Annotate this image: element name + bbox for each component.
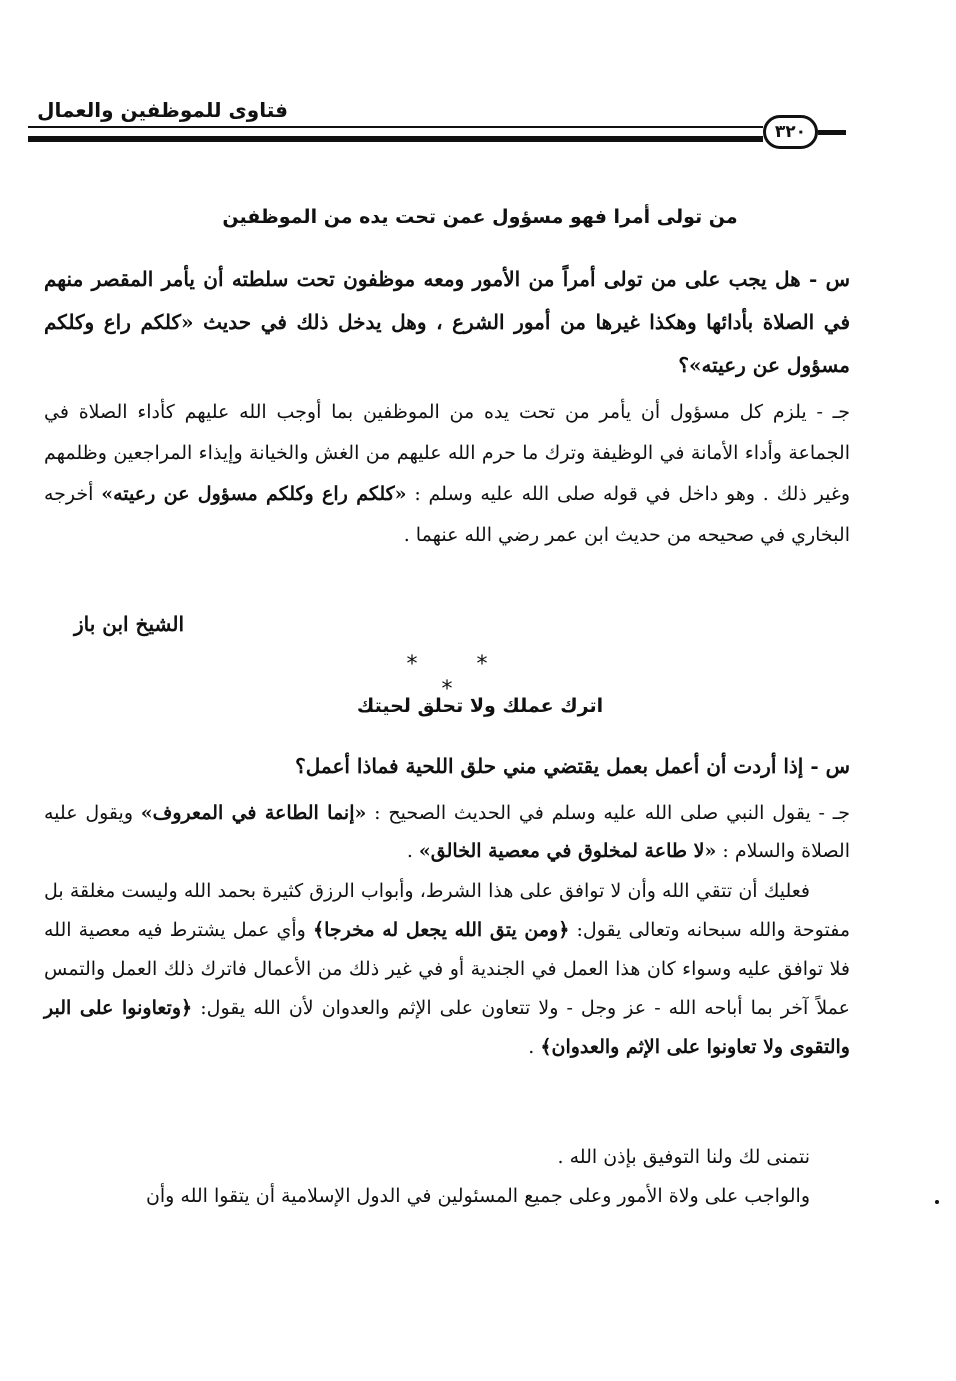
hadith-no-obedience: «لا طاعة لمخلوق في معصية الخالق» bbox=[418, 840, 717, 862]
running-title: فتاوى للموظفين والعمال bbox=[37, 98, 288, 122]
answer-2-mid: ويقول عليه الصلاة والسلام : bbox=[44, 802, 850, 862]
fatwa-author: الشيخ ابن باز bbox=[73, 612, 184, 636]
question-2-text: س - إذا أردت أن أعمل بعمل يقتضي مني حلق اللحية فماذا أعمل؟ bbox=[295, 754, 850, 778]
answer-2-intro: جـ - يقول النبي صلى الله عليه وسلم في الحديث الصحيح : bbox=[374, 802, 851, 824]
answer-1-hadith: «كلكم راع وكلكم مسؤول عن رعيته» bbox=[101, 483, 407, 505]
question-1-text: س - هل يجب على من تولى أمراً من الأمور ومعه موظفون تحت سلطته أن يأمر المقصر منهم في الصلاة بأدائها وهكذا غيرها من أمور الشرع ، وهل يدخل ذلك في حديث «كلكم راع وكلكم مسؤول عن رعيته»؟ bbox=[44, 267, 850, 377]
quran-verse-1: ﴿ومن يتق الله يجعل له مخرجا﴾ bbox=[312, 919, 570, 941]
question-1 bbox=[44, 258, 850, 387]
answer-1 bbox=[44, 392, 850, 556]
paragraph-advice: فعليك أن تتقي الله وأن لا توافق على هذا الشرط، وأبواب الرزق كثيرة بحمد الله وليست مغلقة بل مفتوحة والله سبحانه وتعالى يقول: ﴿ومن يتق الله يجعل له مخرجا﴾ وأي عمل يشترط فيه معصية الله فلا توافق عليه وسواء كان هذا العمل في الجندية أو في غير ذلك من الأعمال فاترك ذلك العمل والتمس عملاً آخر بما أباحه الله - عز وجل - ولا تتعاون على الإثم والعدوان لأن الله يقول: ﴿وتعاونوا على البر والتقوى ولا تعاونوا على الإثم والعدوان﴾ . bbox=[44, 880, 851, 1058]
paragraph-duty-text: والواجب على ولاة الأمور وعلى جميع المسئولين في الدول الإسلامية أن يتقوا الله وأن bbox=[145, 1185, 810, 1207]
paragraph-wish-text: نتمنى لك ولنا التوفيق بإذن الله . bbox=[557, 1146, 810, 1168]
header-rule-right bbox=[818, 130, 846, 135]
quran-verse-2: ﴿وتعاونوا على البر والتقوى ولا تعاونوا على الإثم والعدوان﴾ bbox=[44, 997, 850, 1058]
answer-2 bbox=[44, 794, 850, 870]
paragraph-advice-text-2: وأي عمل يشترط فيه معصية الله فلا توافق عليه وسواء كان هذا العمل في الجندية أو في غير ذلك من الأعمال فاترك ذلك العمل والتمس عملاً آخر بما أباحه الله - عز وجل - ولا تتعاون على الإثم والعدوان لأن الله يقول: bbox=[44, 919, 851, 1019]
section-title-2: اترك عملك ولا تحلق لحيتك bbox=[356, 695, 604, 717]
header-rule-thin bbox=[28, 126, 763, 128]
header-rule-thick bbox=[28, 136, 763, 142]
paragraph-duty bbox=[44, 1177, 850, 1215]
scan-mark bbox=[935, 1200, 939, 1204]
hadith-obedience: «إنما الطاعة في المعروف» bbox=[140, 802, 367, 824]
question-2 bbox=[44, 746, 850, 786]
answer-1-source: أخرجه البخاري في صحيحه من حديث ابن عمر رضي الله عنهما . bbox=[44, 483, 850, 546]
section-title-1: من تولى أمرا فهو مسؤول عمن تحت يده من الموظفين bbox=[222, 206, 738, 228]
paragraph-advice-text-1: فعليك أن تتقي الله وأن لا توافق على هذا الشرط، وأبواب الرزق كثيرة بحمد الله وليست مغلقة بل مفتوحة والله سبحانه وتعالى يقول: bbox=[44, 880, 850, 941]
answer-2-end: . bbox=[406, 840, 419, 862]
paragraph-wish bbox=[44, 1138, 850, 1176]
section-separator: * * * bbox=[406, 652, 514, 702]
page-number: ٣٢٠ bbox=[763, 115, 818, 149]
answer-1-text: جـ - يلزم كل مسؤول أن يأمر من تحت يده من الموظفين بما أوجب الله عليهم كأداء الصلاة في الجماعة وأداء الأمانة في الوظيفة وترك ما حرم الله عليهم من الغش والخيانة وإيذاء المراجعين وظلمهم وغير ذلك . وهو داخل في قوله صلى الله عليه وسلم : bbox=[44, 401, 850, 505]
